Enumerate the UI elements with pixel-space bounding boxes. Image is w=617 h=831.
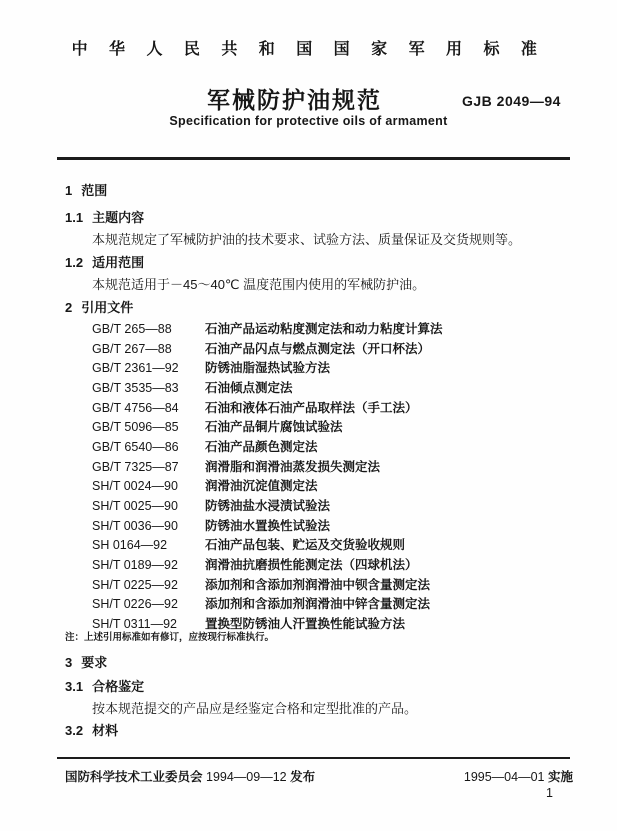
reference-title: 置换型防锈油人汗置换性能试验方法 xyxy=(205,616,406,631)
reference-title: 防锈油水置换性试验法 xyxy=(205,518,331,533)
reference-row xyxy=(92,458,587,478)
references-list xyxy=(92,320,587,635)
reference-code: GB/T 3535—83 xyxy=(92,380,179,395)
references-note: 注：上述引用标准如有修订，应按现行标准执行。 xyxy=(65,632,275,643)
reference-code: GB/T 5096—85 xyxy=(92,420,179,435)
reference-title: 石油产品铜片腐蚀试验法 xyxy=(205,420,343,435)
reference-title: 润滑油抗磨损性能测定法（四球机法） xyxy=(205,557,418,572)
reference-title: 防锈油脂湿热试验方法 xyxy=(205,361,331,376)
reference-row xyxy=(92,497,587,517)
reference-code: GB/T 267—88 xyxy=(92,341,172,356)
reference-code: SH/T 0311—92 xyxy=(92,616,178,631)
section-title: 适用范围 xyxy=(92,255,145,270)
section-title: 引用文件 xyxy=(81,300,134,315)
reference-row xyxy=(92,556,587,576)
section-3-1-heading xyxy=(65,676,144,695)
reference-row xyxy=(92,379,587,399)
reference-title: 石油倾点测定法 xyxy=(205,380,293,395)
section-3-1-body: 按本规范提交的产品应是经鉴定合格和定型批准的产品。 xyxy=(92,701,418,716)
reference-row xyxy=(92,359,587,379)
section-title: 材料 xyxy=(92,723,119,738)
section-number: 1.2 xyxy=(65,255,84,270)
section-title: 范围 xyxy=(81,183,108,198)
section-number: 3.1 xyxy=(65,679,84,694)
reference-code: GB/T 4756—84 xyxy=(92,400,179,415)
reference-code: SH/T 0024—90 xyxy=(92,479,178,494)
doc-title-en: Specification for protective oils of armament xyxy=(169,114,448,128)
section-number: 1 xyxy=(65,183,73,198)
reference-row xyxy=(92,477,587,497)
doc-title-cn: 军械防护油规范 xyxy=(207,87,382,113)
section-title: 要求 xyxy=(81,655,108,670)
section-number: 3.2 xyxy=(65,723,84,738)
reference-row xyxy=(92,320,587,340)
reference-code: GB/T 6540—86 xyxy=(92,439,179,454)
reference-title: 石油产品颜色测定法 xyxy=(205,439,318,454)
footer-implement xyxy=(464,767,573,785)
reference-title: 石油产品闪点与燃点测定法（开口杯法） xyxy=(205,341,431,356)
section-number: 1.1 xyxy=(65,210,84,225)
section-1-1-body: 本规范规定了军械防护油的技术要求、试验方法、质量保证及交货规则等。 xyxy=(92,232,522,247)
reference-title: 添加剂和含添加剂润滑油中锌含量测定法 xyxy=(205,597,431,612)
reference-title: 润滑脂和润滑油蒸发损失测定法 xyxy=(205,459,381,474)
section-3-2-heading xyxy=(65,720,118,739)
reference-row xyxy=(92,340,587,360)
section-2-heading xyxy=(65,297,133,316)
section-title: 主题内容 xyxy=(92,210,145,225)
issue-label: 发布 xyxy=(290,770,316,784)
implement-label: 实施 xyxy=(547,770,573,784)
reference-row xyxy=(92,418,587,438)
reference-title: 添加剂和含添加剂润滑油中钡含量测定法 xyxy=(205,577,431,592)
standard-header-line: 中 华 人 民 共 和 国 国 家 军 用 标 准 xyxy=(71,41,546,58)
issue-date: 1994—09—12 xyxy=(206,770,287,784)
reference-title: 石油产品运动粘度测定法和动力粘度计算法 xyxy=(205,322,443,336)
reference-code: GB/T 265—88 xyxy=(92,322,172,336)
section-1-2-heading xyxy=(65,252,144,271)
reference-title: 润滑油沉淀值测定法 xyxy=(205,479,318,494)
reference-row xyxy=(92,438,587,458)
section-1-2-body: 本规范适用于－45～40℃ 温度范围内使用的军械防护油。 xyxy=(92,277,426,292)
reference-code: SH/T 0025—90 xyxy=(92,498,178,513)
reference-code: SH 0164—92 xyxy=(92,538,168,553)
reference-title: 石油和液体石油产品取样法（手工法） xyxy=(205,400,418,415)
implement-date: 1995—04—01 xyxy=(463,770,545,784)
section-3-heading xyxy=(65,652,107,671)
reference-code: SH/T 0226—92 xyxy=(92,597,178,612)
reference-code: GB/T 7325—87 xyxy=(92,459,179,474)
page-number: 1 xyxy=(546,786,553,800)
reference-code: SH/T 0225—92 xyxy=(92,577,178,592)
reference-row xyxy=(92,517,587,537)
section-title: 合格鉴定 xyxy=(92,679,145,694)
footer-rule xyxy=(57,757,570,759)
reference-row xyxy=(92,399,587,419)
reference-row xyxy=(92,536,587,556)
reference-title: 防锈油盐水浸渍试验法 xyxy=(205,498,331,513)
section-1-heading xyxy=(65,180,107,199)
section-1-1-heading xyxy=(65,207,144,226)
reference-row xyxy=(92,576,587,596)
reference-code: SH/T 0189—92 xyxy=(92,557,178,572)
header-rule xyxy=(57,157,570,160)
section-number: 2 xyxy=(65,300,73,315)
issuing-org: 国防科学技术工业委员会 xyxy=(65,770,203,784)
reference-row xyxy=(92,595,587,615)
reference-title: 石油产品包装、贮运及交货验收规则 xyxy=(205,538,406,553)
section-number: 3 xyxy=(65,655,73,670)
standard-number: GJB 2049—94 xyxy=(462,93,561,109)
footer-issue xyxy=(65,767,315,785)
reference-code: SH/T 0036—90 xyxy=(92,518,178,533)
reference-code: GB/T 2361—92 xyxy=(92,361,179,376)
